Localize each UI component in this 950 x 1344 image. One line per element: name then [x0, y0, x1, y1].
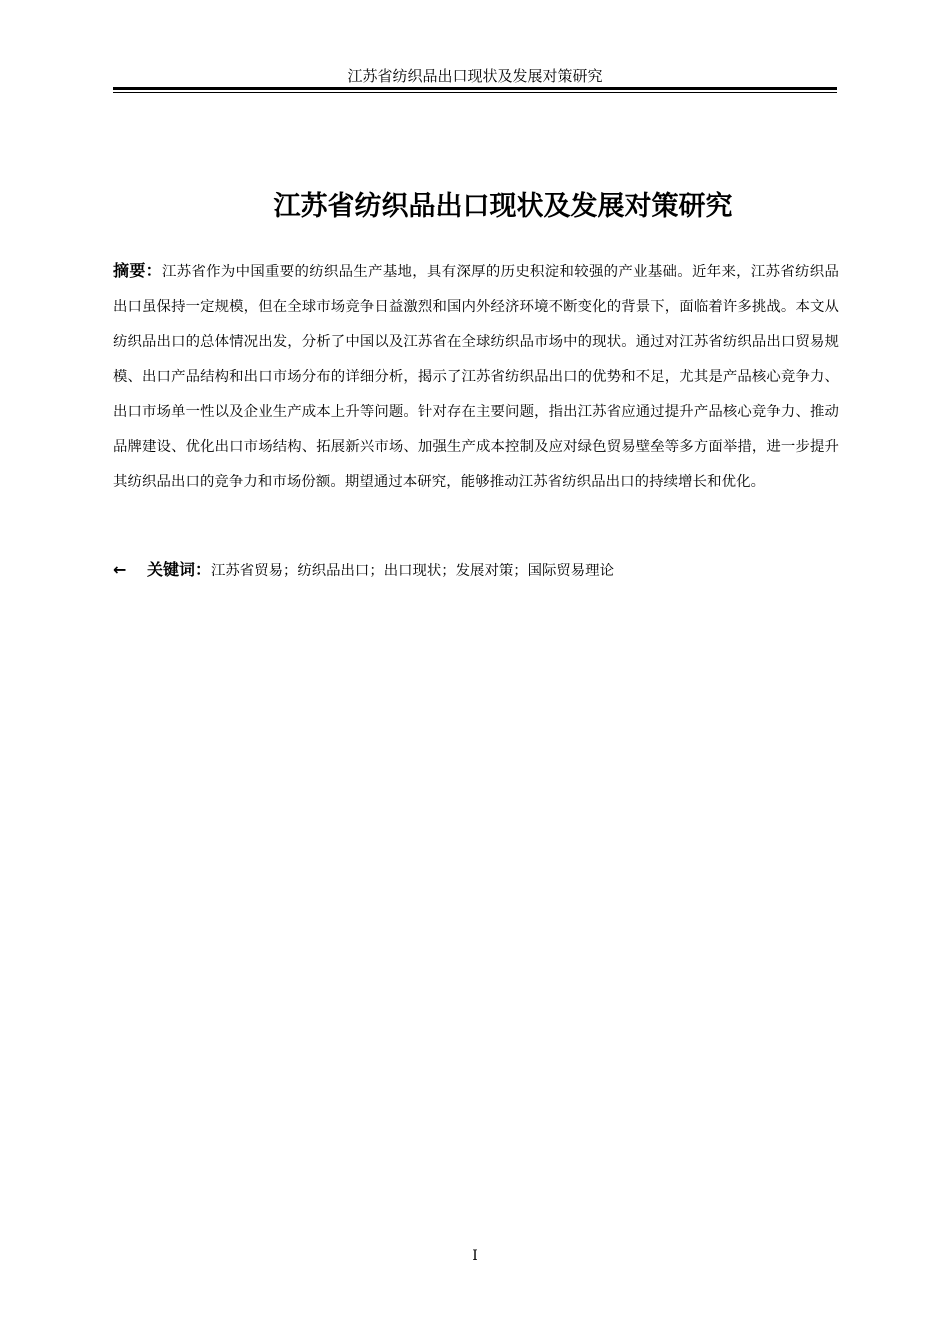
document-title: 江苏省纺织品出口现状及发展对策研究: [273, 191, 733, 222]
keywords-text: 江苏省贸易；纺织品出口；出口现状；发展对策；国际贸易理论: [211, 563, 614, 579]
header-rule-thick: [113, 87, 837, 90]
keywords-line: [113, 556, 837, 585]
arrow-left-icon: ←: [113, 560, 127, 579]
abstract-paragraph: [113, 253, 839, 500]
keywords-label: 关键词：: [147, 560, 212, 579]
abstract-text: 江苏省作为中国重要的纺织品生产基地，具有深厚的历史积淀和较强的产业基础。近年来，江苏省纺织品出口虽保持一定规模，但在全球市场竞争日益激烈和国内外经济环境不断变化的背景下，面临着许多挑战。本文从纺织品出口的总体情况出发，分析了中国以及江苏省在全球纺织品市场中的现状。通过对江苏省纺织品出口贸易规模、出口产品结构和出口市场分布的详细分析，揭示了江苏省纺织品出口的优势和不足，尤其是产品核心竞争力、出口市场单一性以及企业生产成本上升等问题。针对存在主要问题，指出江苏省应通过提升产品核心竞争力、推动品牌建设、优化出口市场结构、拓展新兴市场、加强生产成本控制及应对绿色贸易壁垒等多方面举措，进一步提升其纺织品出口的竞争力和市场份额。期望通过本研究，能够推动江苏省纺织品出口的持续增长和优化。: [113, 264, 839, 490]
page-number: I: [472, 1248, 478, 1264]
running-header: 江苏省纺织品出口现状及发展对策研究: [347, 67, 603, 85]
header-rule-thin: [113, 92, 837, 93]
abstract-label: 摘要：: [113, 261, 162, 280]
